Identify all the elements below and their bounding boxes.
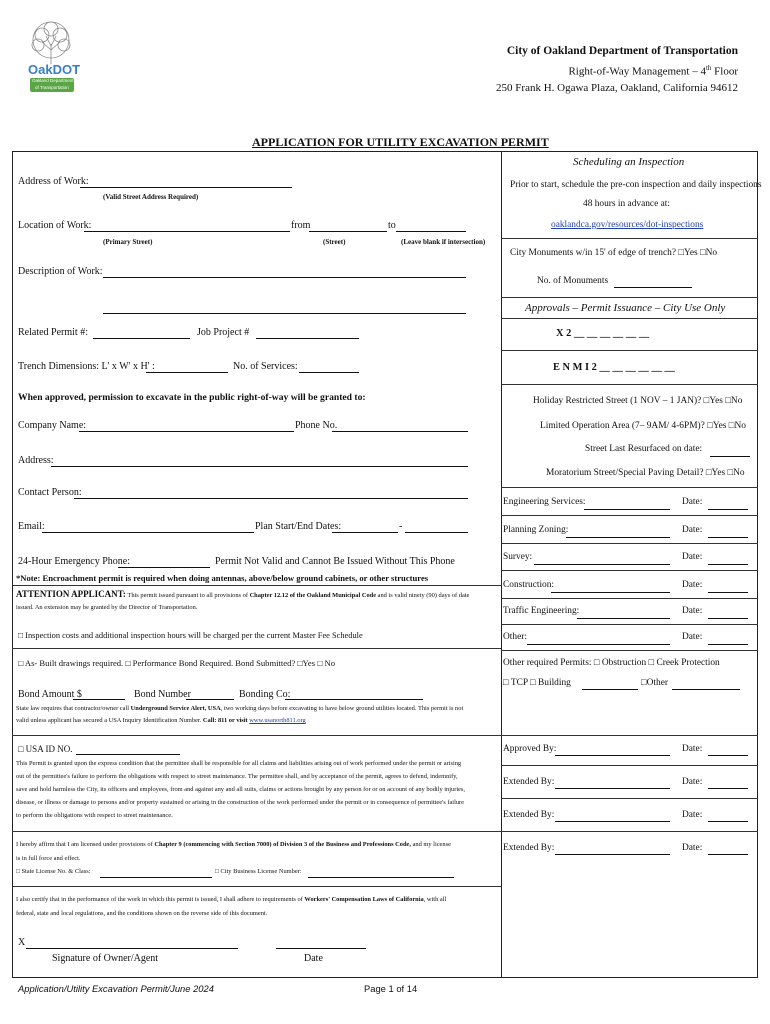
traffic-date: Date: xyxy=(682,606,703,616)
phone-label: Phone No. xyxy=(295,420,338,431)
approved-by-field[interactable] xyxy=(555,755,670,756)
attention-line-2: issued. An extension may be granted by the Director of Transportation. xyxy=(16,604,198,611)
divider xyxy=(501,735,758,736)
plan-dash: - xyxy=(399,521,403,532)
oakdot-logo xyxy=(20,20,82,96)
other-date-field[interactable] xyxy=(708,644,748,645)
construction-date: Date: xyxy=(682,580,703,590)
certify-line-1: I also certify that in the performance of the work in which this permit is issued, I shall adhere to requirements of Workers' Compensation Laws of California, with all xyxy=(16,896,447,903)
street-hint: (Street) xyxy=(323,238,346,246)
construction-label: Construction: xyxy=(503,580,555,590)
limited-question[interactable]: Limited Operation Area (7– 9AM/ 4-6PM)? □Yes □No xyxy=(540,421,746,431)
divider xyxy=(12,886,501,887)
services-label: No. of Services: xyxy=(233,361,298,372)
location-label: Location of Work: xyxy=(18,220,92,231)
contact-field[interactable] xyxy=(74,498,468,499)
plan-start-field[interactable] xyxy=(332,532,398,533)
traffic-field[interactable] xyxy=(577,618,670,619)
from-label: from xyxy=(291,220,311,231)
engineering-date: Date: xyxy=(682,497,703,507)
logo-sub1: Oakland Department xyxy=(32,78,74,83)
enmi-code: E N M I 2 __ __ __ __ __ __ xyxy=(553,362,675,373)
divider xyxy=(501,624,758,625)
encroachment-note: *Note: Encroachment permit is required when doing antennas, above/below ground cabinets, or other structures xyxy=(16,573,429,583)
affirm-line-1: I hereby affirm that I am licensed under provisions of Chapter 9 (commencing with Section 7000) of Division 3 of the Business and Professions Code, and my license xyxy=(16,841,451,848)
divider xyxy=(501,650,758,651)
bond-amount-field[interactable] xyxy=(73,699,125,700)
state-license-checkbox[interactable]: □ State License No. & Class: xyxy=(16,868,91,875)
resurfaced-field[interactable] xyxy=(710,456,750,457)
bonding-co-label: Bonding Co: xyxy=(239,689,291,700)
divider xyxy=(501,487,758,488)
monuments-field[interactable] xyxy=(614,287,692,288)
survey-label: Survey: xyxy=(503,552,533,562)
address2-field[interactable] xyxy=(51,466,468,467)
extended-2-date-field[interactable] xyxy=(708,821,748,822)
extended-by-2-label: Extended By: xyxy=(503,810,555,820)
divider xyxy=(501,570,758,571)
construction-field[interactable] xyxy=(551,592,670,593)
divider xyxy=(501,318,758,319)
other-field[interactable] xyxy=(527,644,670,645)
affirm-line-2: is in full force and effect. xyxy=(16,855,81,862)
divider xyxy=(501,831,758,832)
divider xyxy=(501,238,758,239)
job-project-label: Job Project # xyxy=(197,327,250,338)
signature-date-field[interactable] xyxy=(276,948,366,949)
granted-line-3: save and hold harmless the City, its officers and employees, from and against any and all suits, claims or actions brought by any person for or on account of any bodily injuries, xyxy=(16,786,466,793)
location-field[interactable] xyxy=(84,231,290,232)
extended-1-date: Date: xyxy=(682,777,703,787)
granted-line-5: to perform the obligations with respect to street maintenance. xyxy=(16,812,173,819)
company-label: Company Name: xyxy=(18,420,87,431)
plan-dates-label: Plan Start/End Dates: xyxy=(255,521,342,532)
address-field[interactable] xyxy=(80,187,292,188)
emergency-field[interactable] xyxy=(118,567,210,568)
usa-line-2: valid unless applicant has secured a USA Inquiry Identification Number. Call: 811 or visit www.usanorth811.org xyxy=(16,717,306,724)
divider xyxy=(501,384,758,385)
granted-line-2: out of the permittee's failure to perform the obligations with respect to street maintenance. The permittee shall, and by acceptance of the permit, agrees to defend, indemnify, xyxy=(16,773,458,780)
x-mark: X xyxy=(18,937,26,948)
prior-text-2: 48 hours in advance at: xyxy=(583,199,670,209)
prior-text-1: Prior to start, schedule the pre-con inspection and daily inspections xyxy=(510,180,762,190)
permit-not-valid: Permit Not Valid and Cannot Be Issued Without This Phone xyxy=(215,556,455,567)
asbuilt-checkboxes[interactable]: □ As- Built drawings required. □ Performance Bond Required. Bond Submitted? □Yes □ No xyxy=(18,658,336,668)
granted-line-1: This Permit is granted upon the express condition that the permittee shall be responsible for all claims and liabilities arising out of work performed under the permit or arising xyxy=(16,760,462,767)
usa-link[interactable]: www.usanorth811.org xyxy=(249,717,306,724)
survey-date: Date: xyxy=(682,552,703,562)
divider xyxy=(501,297,758,298)
services-field[interactable] xyxy=(299,372,359,373)
logo-sub2: of Transportation xyxy=(35,85,69,90)
bonding-co-field[interactable] xyxy=(285,699,423,700)
survey-date-field[interactable] xyxy=(708,564,748,565)
building-field[interactable] xyxy=(582,689,638,690)
city-license-checkbox[interactable]: □ City Business License Number: xyxy=(215,868,302,875)
resurfaced-label: Street Last Resurfaced on date: xyxy=(585,444,703,454)
footer-page: Page 1 of 14 xyxy=(364,983,418,994)
primary-hint: (Primary Street) xyxy=(103,238,153,246)
other-permit-checkbox[interactable]: □Other xyxy=(641,678,669,688)
scheduling-title: Scheduling an Inspection xyxy=(573,156,685,168)
granted-line-4: disease, or illness or damage to persons and/or property sustained or arising in the construction of the work performed under the permit or in consequence of permittee's failure xyxy=(16,799,465,806)
extended-by-1-label: Extended By: xyxy=(503,777,555,787)
planning-date: Date: xyxy=(682,525,703,535)
holiday-question[interactable]: Holiday Restricted Street (1 NOV – 1 JAN)? □Yes □No xyxy=(533,396,743,406)
dept-address: 250 Frank H. Ogawa Plaza, Oakland, California 94612 xyxy=(496,82,738,94)
traffic-date-field[interactable] xyxy=(708,618,748,619)
page-title: APPLICATION FOR UTILITY EXCAVATION PERMIT xyxy=(252,135,549,149)
x2-code: X 2 __ __ __ __ __ __ xyxy=(556,328,650,339)
tcp-building-checkboxes[interactable]: □ TCP □ Building xyxy=(503,678,571,688)
dept-floor: Right-of-Way Management – 4th Floor xyxy=(568,64,738,78)
monuments-label: No. of Monuments xyxy=(537,276,609,286)
engineering-label: Engineering Services: xyxy=(503,497,586,507)
email-label: Email: xyxy=(18,521,45,532)
inspection-costs-checkbox[interactable]: □ Inspection costs and additional inspection hours will be charged per the current Master Fee Schedule xyxy=(18,631,363,640)
from-street-field[interactable] xyxy=(309,231,387,232)
moratorium-question[interactable]: Moratorium Street/Special Paving Detail? □Yes □No xyxy=(546,468,745,478)
certify-line-2: federal, state and local regulations, and the conditions shown on the reverse side of this document. xyxy=(16,910,268,917)
usa-line-1: State law requires that contractor/owner call Underground Service Alert, USA, two working days before excavating to have below ground utilities located. This permit is not xyxy=(16,705,464,712)
monuments-question[interactable]: City Monuments w/in 15' of edge of trench? □Yes □No xyxy=(510,248,718,258)
signature-date-label: Date xyxy=(304,953,323,964)
description-field-2[interactable] xyxy=(103,313,466,314)
contact-label: Contact Person: xyxy=(18,487,82,498)
planning-date-field[interactable] xyxy=(708,537,748,538)
to-street-field[interactable] xyxy=(396,231,466,232)
address-hint: (Valid Street Address Required) xyxy=(103,193,199,201)
usa-id-field[interactable] xyxy=(76,754,180,755)
approved-date: Date: xyxy=(682,744,703,754)
planning-field[interactable] xyxy=(566,537,670,538)
usa-id-checkbox[interactable]: □ USA ID NO. xyxy=(18,744,73,754)
email-field[interactable] xyxy=(42,532,254,533)
related-permit-field[interactable] xyxy=(93,338,190,339)
divider xyxy=(501,798,758,799)
extended-3-date-field[interactable] xyxy=(708,854,748,855)
divider xyxy=(12,648,501,649)
to-label: to xyxy=(388,220,396,231)
other-date: Date: xyxy=(682,632,703,642)
trench-label: Trench Dimensions: L' x W' x H' : xyxy=(18,361,155,372)
engineering-field[interactable] xyxy=(584,509,670,510)
address2-label: Address: xyxy=(18,455,54,466)
related-permit-label: Related Permit #: xyxy=(18,327,88,338)
company-field[interactable] xyxy=(79,431,294,432)
extended-3-date: Date: xyxy=(682,843,703,853)
attention-line-1: ATTENTION APPLICANT: This permit issued pursuant to all provisions of Chapter 12.12 of the Oakland Municipal Code and is valid ninety (90) days of date xyxy=(16,589,470,599)
divider xyxy=(501,350,758,351)
other-permits-checkboxes[interactable]: Other required Permits: □ Obstruction □ Creek Protection xyxy=(503,658,720,668)
divider xyxy=(12,585,501,586)
planning-label: Planning Zoning: xyxy=(503,525,569,535)
approved-date-field[interactable] xyxy=(708,755,748,756)
extended-by-1-field[interactable] xyxy=(555,788,670,789)
job-project-field[interactable] xyxy=(256,338,359,339)
state-license-field[interactable] xyxy=(100,877,212,878)
blank-hint: (Leave blank if intersection) xyxy=(401,238,486,246)
signature-field[interactable] xyxy=(26,948,238,949)
other-label: Other: xyxy=(503,632,527,642)
divider xyxy=(12,735,501,736)
footer-left: Application/Utility Excavation Permit/June 2024 xyxy=(18,983,214,994)
emergency-label: 24-Hour Emergency Phone: xyxy=(18,556,131,567)
signature-label: Signature of Owner/Agent xyxy=(52,953,159,964)
divider xyxy=(501,543,758,544)
inspections-link[interactable]: oaklandca.gov/resources/dot-inspections xyxy=(551,220,704,230)
phone-field[interactable] xyxy=(332,431,468,432)
extended-by-3-field[interactable] xyxy=(555,854,670,855)
extended-by-2-field[interactable] xyxy=(555,821,670,822)
extended-by-3-label: Extended By: xyxy=(503,843,555,853)
traffic-label: Traffic Engineering: xyxy=(503,606,580,616)
when-approved: When approved, permission to excavate in the public right-of-way will be granted to: xyxy=(18,392,366,403)
logo-name: OakDOT xyxy=(28,62,81,77)
divider xyxy=(501,765,758,766)
survey-field[interactable] xyxy=(534,564,670,565)
construction-date-field[interactable] xyxy=(708,592,748,593)
divider xyxy=(12,831,501,832)
bond-amount-label: Bond Amount $ xyxy=(18,689,82,700)
description-field-1[interactable] xyxy=(103,277,466,278)
address-label: Address of Work: xyxy=(18,176,89,187)
divider xyxy=(501,598,758,599)
engineering-date-field[interactable] xyxy=(708,509,748,510)
plan-end-field[interactable] xyxy=(405,532,468,533)
extended-2-date: Date: xyxy=(682,810,703,820)
dept-name: City of Oakland Department of Transportation xyxy=(506,45,738,57)
other-permit-field[interactable] xyxy=(672,689,740,690)
approvals-title: Approvals – Permit Issuance – City Use Only xyxy=(525,302,726,314)
approved-by-label: Approved By: xyxy=(503,744,557,754)
bond-number-label: Bond Number xyxy=(134,689,191,700)
divider xyxy=(501,515,758,516)
trench-field[interactable] xyxy=(146,372,228,373)
bond-number-field[interactable] xyxy=(186,699,234,700)
tree-icon xyxy=(20,20,82,66)
extended-1-date-field[interactable] xyxy=(708,788,748,789)
city-license-field[interactable] xyxy=(308,877,454,878)
description-label: Description of Work: xyxy=(18,266,103,277)
